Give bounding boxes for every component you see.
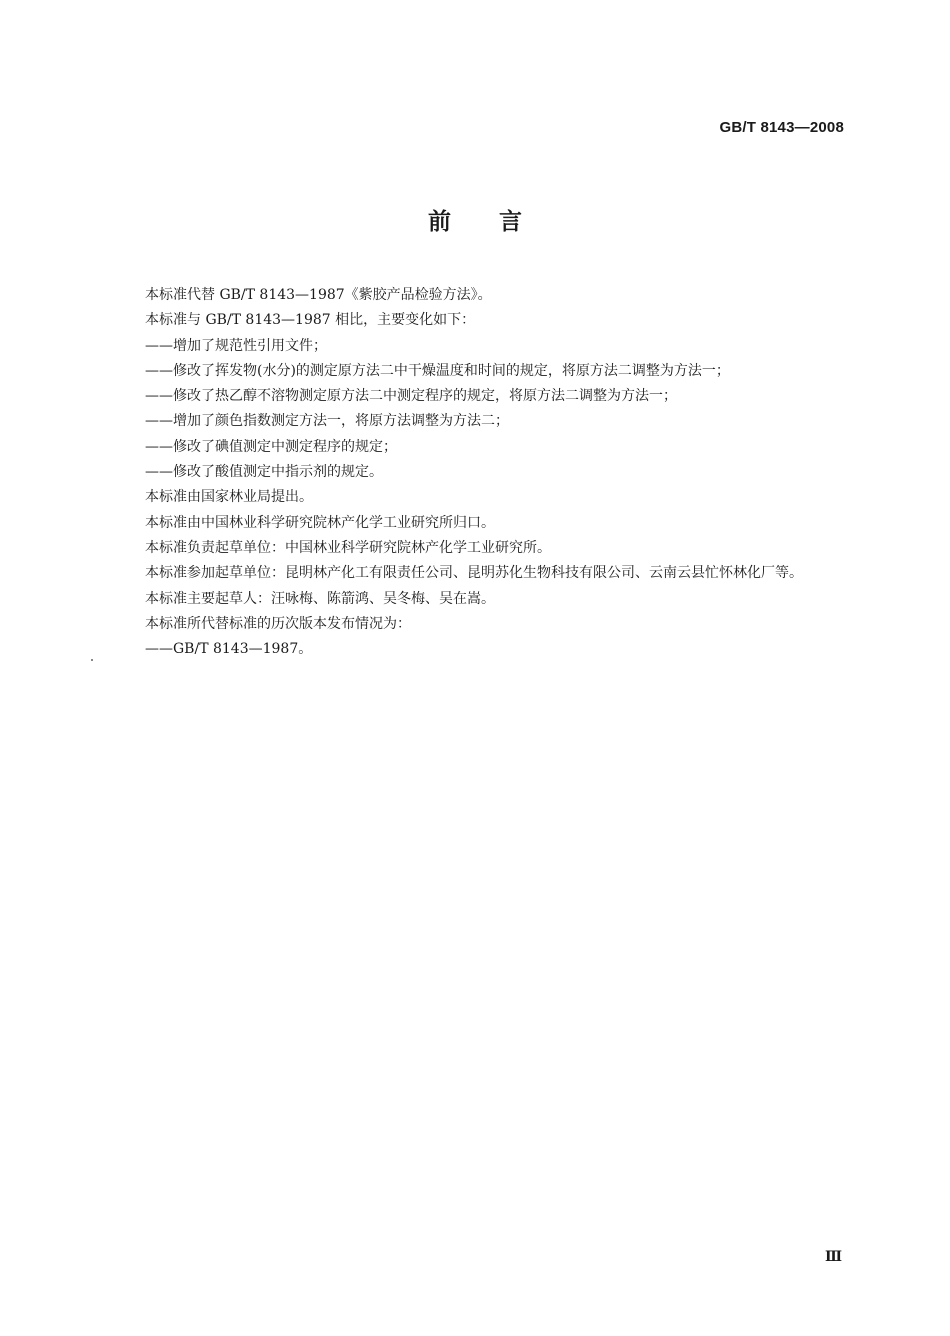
changes-intro: 本标准与 GB/T 8143—1987 相比，主要变化如下： [145, 312, 476, 329]
participating-drafters-statement: 本标准参加起草单位：昆明林产化工有限责任公司、昆明苏化生物科技有限公司、云南云县忙怀林化厂等。 [145, 565, 803, 582]
change-item: ——修改了热乙醇不溶物测定原方法二中测定程序的规定，将原方法二调整为方法一； [145, 388, 677, 405]
history-item: ——GB/T 8143—1987。 [145, 641, 313, 658]
replacement-statement: 本标准代替 GB/T 8143—1987《紫胶产品检验方法》。 [145, 287, 492, 303]
standard-code-header: GB/T 8143—2008 [719, 119, 844, 136]
history-intro: 本标准所代替标准的历次版本发布情况为： [145, 615, 411, 632]
proposer-statement: 本标准由国家林业局提出。 [145, 489, 313, 506]
change-item: ——修改了挥发物(水分)的测定原方法二中干燥温度和时间的规定，将原方法二调整为方法一； [145, 362, 730, 379]
responsible-drafter-statement: 本标准负责起草单位：中国林业科学研究院林产化学工业研究所。 [145, 539, 551, 556]
centralized-statement: 本标准由中国林业科学研究院林产化学工业研究所归口。 [145, 514, 495, 531]
change-item: ——增加了颜色指数测定方法一，将原方法调整为方法二； [145, 413, 509, 430]
change-item: ——修改了酸值测定中指示剂的规定。 [145, 464, 383, 481]
foreword-body [108, 283, 848, 662]
scan-speck [91, 659, 93, 661]
main-drafters-statement: 本标准主要起草人：汪咏梅、陈箭鸿、吴冬梅、吴在嵩。 [145, 590, 495, 607]
page-number: Ⅲ [824, 1249, 842, 1265]
page-title: 前言 [428, 209, 570, 235]
change-item: ——增加了规范性引用文件； [145, 337, 327, 354]
change-item: ——修改了碘值测定中测定程序的规定； [145, 438, 397, 455]
